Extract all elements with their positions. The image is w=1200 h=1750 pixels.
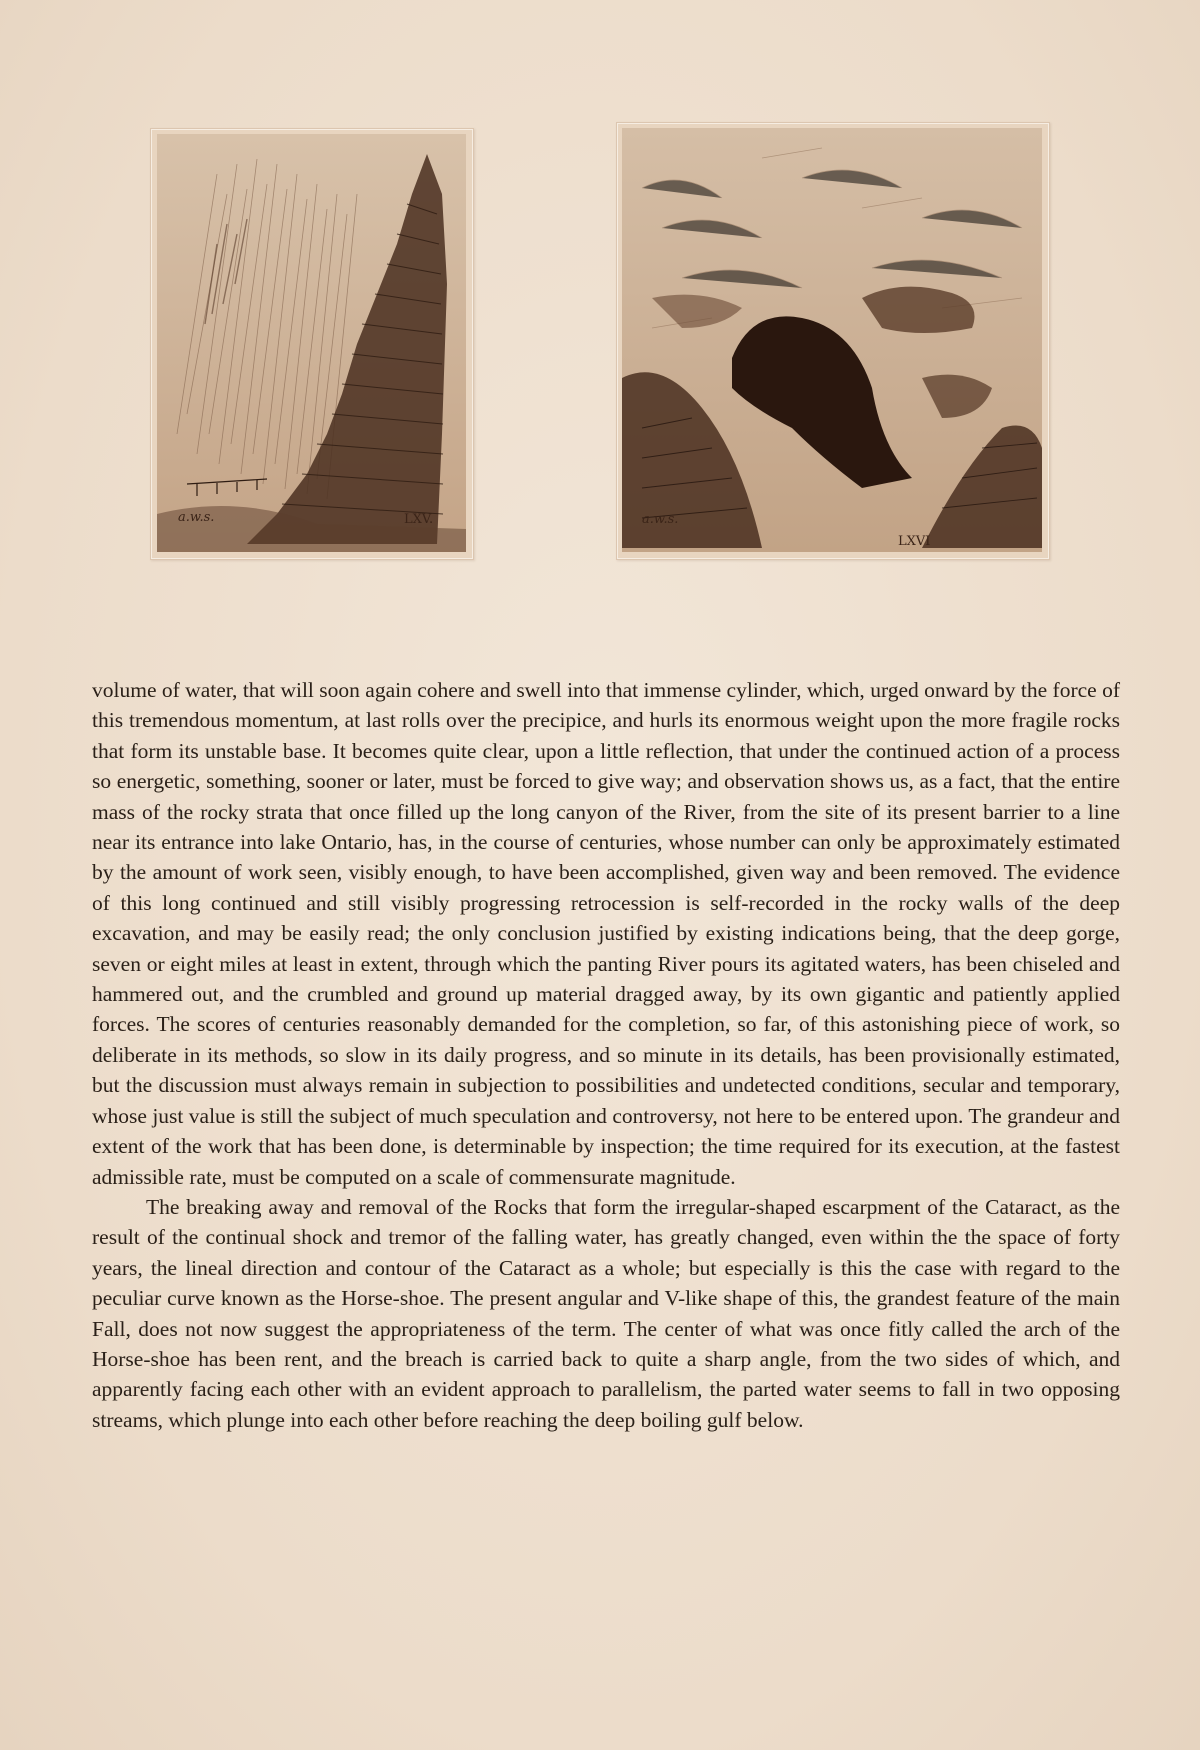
paragraph-2: The breaking away and removal of the Rocks that form the irregular-shaped escarpment of the Cataract, as the result of the continual shock and tremor of the falling water, has greatly changed, even within the the space of forty years, the lineal direction and contour of the Cataract as a whole; but especially is this the case with regard to the peculiar curve known as the Horse-shoe. The present angular and V-like shape of this, the grandest feature of the main Fall, does not now suggest the appropriateness of the term. The center of what was once fitly called the arch of the Horse-shoe has been rent, and the breach is carried back to quite a sharp angle, from the two sides of which, and apparently facing each other with an evident approach to parallelism, the parted water seems to fall in two opposing streams, which plunge into each other before reaching the deep boiling gulf below. — [92, 1194, 1120, 1432]
plate-signature-left: a.w.s. — [178, 510, 215, 525]
plate-numeral-right: LXVI — [898, 534, 931, 549]
etching-plate-lxv — [157, 134, 466, 552]
paragraph-1: volume of water, that will soon again cohere and swell into that immense cylinder, which, urged onward by the force of this tremendous momentum, at last rolls over the precipice, and hurls its enormous weight upon the more fragile rocks that form its unstable base. It becomes quite clear, upon a little reflection, that under the continued action of a process so energetic, something, sooner or later, must be forced to give way; and observation shows us, as a fact, that the entire mass of the rocky strata that once filled up the long canyon of the River, from the site of its present barrier to a line near its entrance into lake Ontario, has, in the course of centuries, whose number can only be approximately estimated by the amount of work seen, visibly enough, to have been accomplished, given way and been removed. The evidence of this long continued and still visibly progressing retrocession is self-recorded in the rocky walls of the deep excavation, and may be easily read; the only conclusion justified by existing indications being, that the deep gorge, seven or eight miles at least in extent, through which the panting River pours its agitated waters, has been chiseled and hammered out, and the crumbled and ground up material dragged away, by its own gigantic and patiently applied forces. The scores of centuries reasonably demanded for the completion, so far, of this astonishing piece of work, so deliberate in its methods, so slow in its daily progress, and so minute in its details, has been provisionally estimated, but the discussion must always remain in subjection to possibilities and undetected conditions, secular and temporary, whose just value is still the subject of much speculation and controversy, not here to be entered upon. The grandeur and extent of the work that has been done, is determinable by inspection; the time required for its execution, at the fastest admissible rate, must be computed on a scale of commensurate magnitude. — [92, 678, 1120, 1189]
etching-plate-lxvi — [622, 128, 1042, 552]
etching-rocks-rapids — [622, 128, 1042, 552]
plate-numeral-left: LXV. — [404, 512, 434, 527]
etching-cliff-waterfall — [157, 134, 466, 552]
body-text — [92, 675, 1120, 1435]
plate-signature-right: a.w.s. — [642, 512, 679, 527]
